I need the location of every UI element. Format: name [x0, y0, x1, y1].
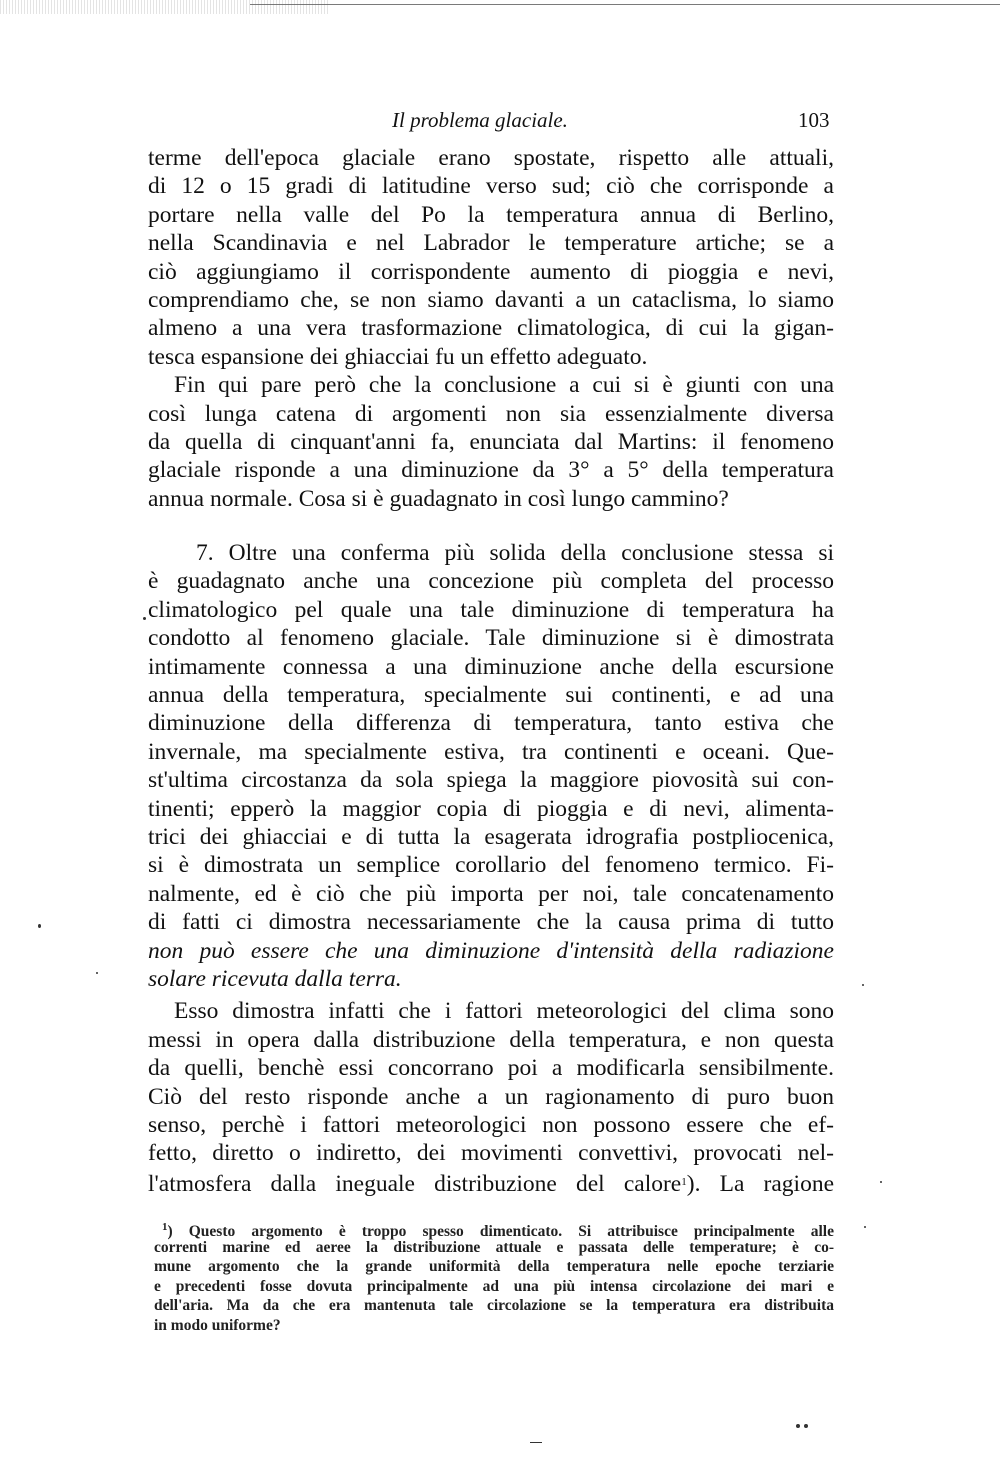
italic-text-line: solare ricevuta dalla terra.	[148, 965, 402, 992]
text-line: di fatti ci dimostra necessariamente che la causa prima di tutto	[148, 909, 834, 936]
scan-speck	[96, 972, 98, 974]
footnote-text: ) Questo argomento è troppo spesso dimenticato. Si attribuisce principalmente alle	[167, 1223, 834, 1240]
footnote-line: dell'aria. Ma da che era mantenuta tale circolazione se la temperatura era distribuita	[154, 1297, 834, 1315]
footnote-reference[interactable]: 1	[681, 1175, 687, 1188]
footnote-marker: 1	[162, 1221, 168, 1233]
text-line: nella Scandinavia e nel Labrador le temperature artiche; se a	[148, 230, 834, 257]
footnote-line: e precedenti fosse dovuta principalmente ad una più intensa circolazione dei mari e	[154, 1277, 834, 1295]
text-fragment: l'atmosfera dalla ineguale distribuzione del calore	[148, 1170, 682, 1197]
text-line: annua normale. Cosa si è guadagnato in così lungo cammino?	[148, 485, 729, 512]
text-line: è guadagnato anche una concezione più completa del processo	[148, 568, 834, 595]
scan-speck	[804, 1424, 808, 1428]
text-line: fetto, diretto o indiretto, dei movimenti convettivi, provocati nel-	[148, 1140, 834, 1167]
footnotes	[154, 1218, 834, 1336]
text-line: climatologico pel quale una tale diminuzione di temperatura ha	[148, 596, 834, 623]
text-line: ciò aggiungiamo il corrispondente aumento di pioggia e nevi,	[148, 258, 834, 285]
text-line: senso, perchè i fattori meteorologici non possono essere che ef-	[148, 1111, 834, 1138]
text-line: Fin qui pare però che la conclusione a cui si è giunti con una	[174, 372, 834, 399]
text-line: condotto al fenomeno glaciale. Tale diminuzione si è dimostrata	[148, 625, 834, 652]
footnote-line	[154, 1218, 834, 1238]
text-line: da quelli, benchè essi concorrano poi a modificarla sensibilmente.	[148, 1055, 834, 1082]
italic-text-line: non può essere che una diminuzione d'intensità della radiazione	[148, 937, 834, 964]
text-line: comprendiamo che, se non siamo davanti a un cataclisma, lo siamo	[148, 286, 834, 313]
scan-speck	[796, 1424, 800, 1428]
text-line	[148, 1168, 834, 1196]
running-head	[0, 108, 1000, 138]
section-heading-line: 7. Oltre una conferma più solida della conclusione stessa si	[196, 540, 834, 567]
running-title: Il problema glaciale.	[392, 108, 568, 132]
text-line: da quella di cinquant'anni fa, enunciata dal Martins: il fenomeno	[148, 428, 834, 455]
scan-noise	[0, 0, 1000, 30]
scan-speck	[143, 617, 146, 620]
page-number: 103	[798, 108, 830, 132]
text-line: trici dei ghiacciai e di tutta la esagerata idrografia postpliocenica,	[148, 823, 834, 850]
text-line: Esso dimostra infatti che i fattori meteorologici del clima sono	[174, 998, 834, 1025]
scan-speck	[862, 984, 864, 986]
footnote-line: mune argomento che la grande uniformità della temperatura nelle epoche terziarie	[154, 1258, 834, 1276]
text-fragment: ). La ragione	[686, 1170, 835, 1197]
scan-speck	[880, 1181, 882, 1183]
text-line: così lunga catena di argomenti non sia essenzialmente diversa	[148, 400, 834, 427]
text-line: invernale, ma specialmente estiva, tra continenti e oceani. Que-	[148, 738, 834, 765]
text-line: almeno a una vera trasformazione climatologica, di cui la gigan-	[148, 315, 834, 342]
text-line: annua della temperatura, specialmente sui continenti, e ad una	[148, 682, 834, 709]
scan-speck	[864, 1226, 866, 1228]
scan-speck	[530, 1442, 542, 1443]
text-line: terme dell'epoca glaciale erano spostate, rispetto alle attuali,	[148, 145, 834, 171]
text-line: si è dimostrata un semplice corollario del fenomeno termico. Fi-	[148, 852, 834, 879]
text-line: diminuzione della differenza di temperatura, tanto estiva che	[148, 710, 834, 737]
footnote-line: correnti marine ed aeree la distribuzione attuale e passata delle temperature; è co-	[154, 1238, 834, 1256]
text-line: portare nella valle del Po la temperatura annua di Berlino,	[148, 201, 834, 228]
text-line: glaciale risponde a una diminuzione da 3° a 5° della temperatura	[148, 457, 834, 484]
text-line: st'ultima circostanza da sola spiega la maggiore piovosità sui con-	[148, 767, 834, 794]
text-line: Ciò del resto risponde anche a un ragionamento di puro buon	[148, 1083, 834, 1110]
text-line: intimamente connessa a una diminuzione anche della escursione	[148, 653, 834, 680]
text-line: tesca espansione dei ghiacciai fu un effetto adeguato.	[148, 343, 648, 370]
footnote-line: in modo uniforme?	[154, 1316, 281, 1334]
text-line: messi in opera dalla distribuzione della temperatura, e non questa	[148, 1026, 834, 1053]
body-text	[148, 144, 834, 1196]
section-gap	[148, 513, 834, 539]
text-line: di 12 o 15 gradi di latitudine verso sud; ciò che corrisponde a	[148, 173, 834, 200]
text-line: nalmente, ed è ciò che più importa per noi, tale concatenamento	[148, 880, 834, 907]
scan-speck	[38, 924, 41, 928]
text-line: tinenti; epperò la maggior copia di pioggia e di nevi, alimenta-	[148, 795, 834, 822]
